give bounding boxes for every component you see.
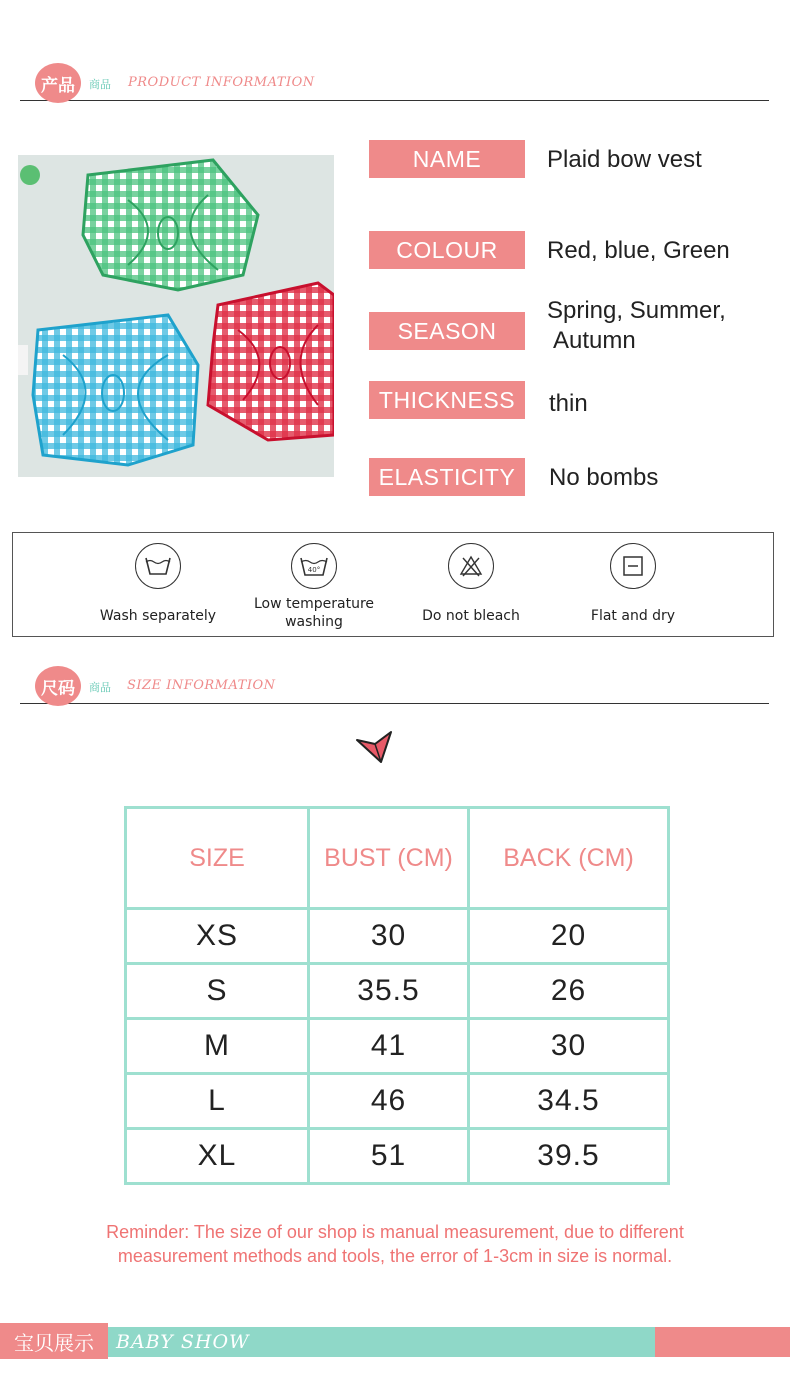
size-cell: L [126, 1074, 309, 1129]
back-cell: 20 [469, 909, 669, 964]
care-label-no-bleach: Do not bleach [422, 608, 520, 624]
attr-value-name: Plaid bow vest [547, 146, 702, 173]
size-reminder-line2: measurement methods and tools, the error of 1-3cm in size is normal. [117, 1246, 673, 1266]
bust-cell: 35.5 [309, 964, 469, 1019]
size-header-divider [20, 703, 769, 704]
heart-arrow-icon [355, 730, 395, 770]
size-reminder-line1: Reminder: The size of our shop is manual measurement, due to different [106, 1222, 684, 1242]
care-item-no-bleach [396, 543, 546, 625]
product-header-mini: 商品 [89, 78, 111, 91]
attr-label-elasticity: ELASTICITY [369, 458, 525, 496]
size-header-title: SIZE INFORMATION [127, 678, 276, 693]
size-reminder [40, 1220, 750, 1268]
table-row [126, 1074, 669, 1129]
care-item-low-temperature [239, 543, 389, 631]
care-label-wash-separately: Wash separately [99, 608, 217, 624]
product-photo [18, 155, 334, 477]
bust-cell: 41 [309, 1019, 469, 1074]
attr-label-season: SEASON [369, 312, 525, 350]
size-header-mini: 商品 [89, 681, 111, 694]
table-row [126, 964, 669, 1019]
table-row [126, 1019, 669, 1074]
flat-dry-icon [610, 543, 656, 589]
back-cell: 34.5 [469, 1074, 669, 1129]
size-table-header: BACK (CM) [469, 808, 669, 909]
wash-temp-badge: 40° [307, 566, 321, 574]
attr-value-season-line2: Autumn [553, 327, 636, 354]
size-table-header: SIZE [126, 808, 309, 909]
wash-basin-icon [135, 543, 181, 589]
care-label-low-temperature-line2: washing [285, 614, 343, 630]
attr-value-thickness: thin [549, 390, 588, 417]
care-item-flat-dry [558, 543, 708, 625]
size-table-header: BUST (CM) [309, 808, 469, 909]
attr-label-colour: COLOUR [369, 231, 525, 269]
size-header-badge: 尺码 [35, 666, 81, 706]
back-cell: 39.5 [469, 1129, 669, 1184]
baby-show-badge: 宝贝展示 [0, 1323, 108, 1359]
attr-value-colour: Red, blue, Green [547, 237, 730, 264]
table-row [126, 909, 669, 964]
bust-cell: 30 [309, 909, 469, 964]
size-table [124, 806, 670, 1185]
bust-cell: 46 [309, 1074, 469, 1129]
baby-show-title: BABY SHOW [116, 1331, 250, 1353]
size-cell: M [126, 1019, 309, 1074]
baby-show-banner-accent [655, 1327, 790, 1357]
attr-label-name: NAME [369, 140, 525, 178]
bust-cell: 51 [309, 1129, 469, 1184]
care-label-flat-dry: Flat and dry [590, 608, 676, 624]
back-cell: 30 [469, 1019, 669, 1074]
care-item-wash-separately [83, 543, 233, 625]
low-temperature-wash-icon [291, 543, 337, 589]
size-cell: XL [126, 1129, 309, 1184]
product-header-badge: 产品 [35, 63, 81, 103]
size-cell: S [126, 964, 309, 1019]
care-instructions [12, 532, 774, 637]
back-cell: 26 [469, 964, 669, 1019]
size-table-header-row [126, 808, 669, 909]
table-row [126, 1129, 669, 1184]
care-label-low-temperature-line1: Low temperature [253, 596, 375, 612]
size-cell: XS [126, 909, 309, 964]
no-bleach-icon [448, 543, 494, 589]
attr-value-elasticity: No bombs [549, 464, 659, 491]
attr-value-season-line1: Spring, Summer, [547, 297, 726, 324]
attr-label-thickness: THICKNESS [369, 381, 525, 419]
product-header-divider [20, 100, 769, 101]
product-header-title: PRODUCT INFORMATION [128, 75, 315, 90]
